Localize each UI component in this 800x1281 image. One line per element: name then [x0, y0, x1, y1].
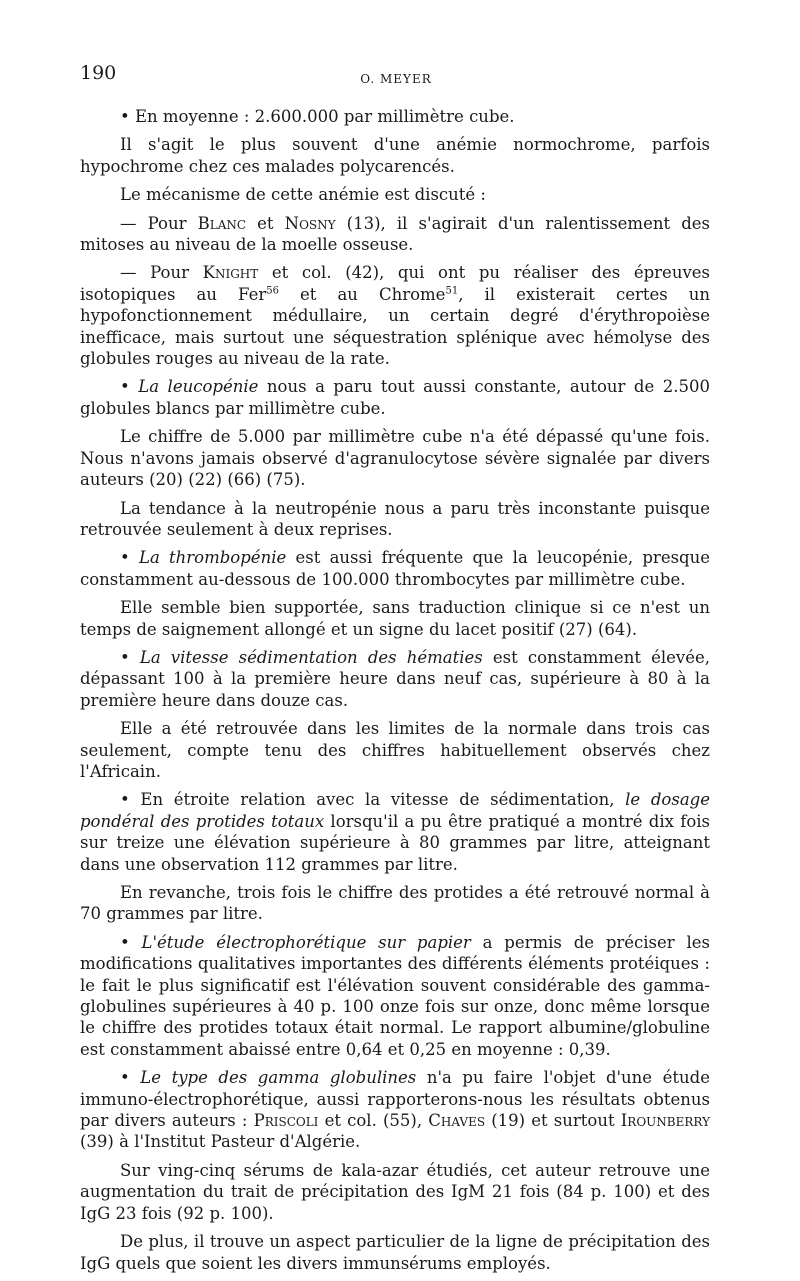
paragraph: En revanche, trois fois le chiffre des protides a été retrouvé normal à 70 grammes par litre. [80, 883, 710, 924]
paragraph [80, 1067, 710, 1153]
running-head: O. MEYER [360, 72, 432, 86]
paragraph [80, 547, 710, 590]
text-run: — Pour [120, 213, 198, 233]
paragraph: La tendance à la neutropénie nous a paru très inconstante puisque retrouvée seulement à deux reprises. [80, 498, 710, 539]
italic-term: L'étude électrophorétique sur papier [141, 932, 471, 952]
text-run: — Pour [120, 263, 203, 283]
isotope-superscript: 56 [266, 285, 279, 297]
paragraph [80, 932, 710, 1060]
text-run: (13), il s'agirait d'un ralentissement des mitoses au niveau de la moelle osseuse. [80, 213, 710, 255]
paragraph [80, 789, 710, 875]
italic-term: Le type des gamma globulines [140, 1068, 417, 1088]
isotope-superscript: 51 [445, 285, 459, 297]
body-text [80, 106, 710, 1281]
paragraph: Sur ving-cinq sérums de kala-azar étudiés, cet auteur retrouve une augmentation du trait de précipitation des IgM 21 fois (84 p. 100) et des IgG 23 fois (92 p. 100). [80, 1160, 710, 1223]
text-run: et col. (55), [318, 1111, 429, 1131]
italic-term: La thrombopénie [138, 548, 287, 568]
paragraph [80, 262, 710, 369]
author-name: Nosny [284, 213, 336, 233]
paragraph: Il s'agit le plus souvent d'une anémie normochrome, parfois hypochrome chez ces malades polycarencés. [80, 135, 710, 176]
text-run: lorsqu'il a pu être pratiqué a montré dix fois sur treize une élévation supérieure à 80 grammes par litre, atteignant dans une observation 112 grammes par litre. [80, 811, 710, 874]
page-number: 190 [80, 62, 117, 84]
text-run: et col. (42), qui ont pu réaliser des épreuves isotopiques au Fer [80, 263, 710, 304]
text-run: (19) et surtout [485, 1111, 621, 1131]
paragraph: Elle a été retrouvée dans les limites de la normale dans trois cas seulement, compte tenu des chiffres habituellement observés chez l'Africain. [80, 719, 710, 781]
text-run: , il existerait certes un hypofonctionnement médullaire, un certain degré d'érythropoièse inefficace, mais surtout une séquestration splénique avec hémolyse des globules rouges au niveau de la rate. [80, 284, 710, 369]
author-name: Knight [202, 263, 259, 283]
page-header [80, 62, 712, 92]
paragraph [80, 213, 710, 256]
paragraph: Elle semble bien supportée, sans traduction clinique si ce n'est un temps de saignement allongé et un signe du lacet positif (27) (64). [80, 598, 710, 639]
text-run: est constamment élevée, dépassant 100 à la première heure dans neuf cas, supérieure à 80 à la première heure dans douze cas. [80, 647, 710, 710]
text-run: a permis de préciser les modifications qualitatives importantes des différents éléments protéiques : le fait le plus significatif est l'élévation souvent considérable des gamma-globulines supérieures à 40 p. 100 onze fois sur onze, donc même lorsque le chiffre des protides totaux était normal. Le rapport albumine/globuline est constamment abaissé entre 0,64 et 0,25 en moyenne : 0,39. [80, 932, 710, 1059]
bullet: • [120, 548, 139, 568]
bullet: • [120, 1068, 141, 1088]
paragraph: Le mécanisme de cette anémie est discuté : [120, 185, 486, 205]
italic-term: le dosage pondéral des protides totaux [80, 790, 710, 831]
italic-term: La leucopénie [138, 377, 259, 397]
bullet: • [120, 647, 140, 667]
author-name: Priscoli [253, 1111, 319, 1131]
author-name: Blanc [197, 213, 247, 233]
paragraph [80, 647, 710, 711]
paragraph: • En moyenne : 2.600.000 par millimètre cube. [120, 107, 515, 126]
paragraph: De plus, il trouve un aspect particulier de la ligne de précipitation des IgG quels que soient les divers immunsérums employés. [80, 1232, 710, 1273]
paragraph: Le chiffre de 5.000 par millimètre cube n'a été dépassé qu'une fois. Nous n'avons jamais observé d'agranulocytose sévère signalée par divers auteurs (20) (22) (66) (75). [80, 427, 710, 490]
text-run: et au Chrome [278, 284, 446, 304]
text-run: nous a paru tout aussi constante, autour de 2.500 globules blancs par millimètre cube. [80, 377, 711, 418]
text-run: • En étroite relation avec la vitesse de sédimentation, [120, 790, 626, 810]
author-name: Chaves [428, 1111, 486, 1131]
bullet: • [120, 932, 142, 952]
text-run: n'a pu faire l'objet d'une étude immuno-électrophorétique, aussi rapporterons-nous les résultats obtenus par divers auteurs : [80, 1068, 710, 1131]
author-name: Irounberry [620, 1111, 710, 1131]
paragraph [80, 376, 710, 419]
text-run: (39) à l'Institut Pasteur d'Algérie. [80, 1132, 361, 1152]
italic-term: La vitesse sédimentation des hématies [139, 647, 483, 667]
text-run: et [246, 213, 285, 233]
text-run: est aussi fréquente que la leucopénie, presque constamment au-dessous de 100.000 thrombocytes par millimètre cube. [80, 548, 711, 589]
bullet: • [120, 377, 139, 397]
